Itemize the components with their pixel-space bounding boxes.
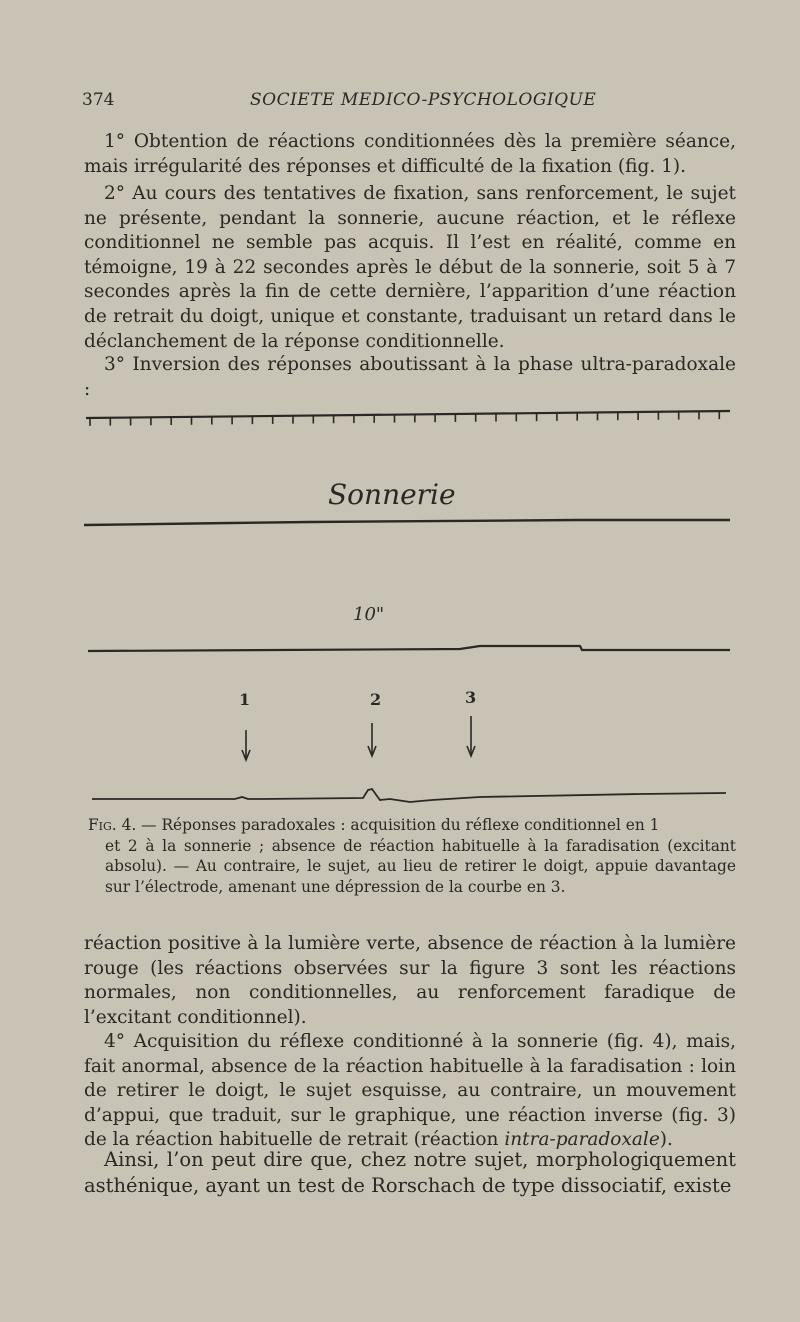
figure-graph — [80, 398, 740, 818]
response-curve — [92, 789, 726, 802]
sound-signal-line — [84, 520, 730, 525]
caption-text-rest: et 2 à la sonnerie ; absence de réaction habituelle à la faradisation (excitant absolu). — Au contraire, le sujet, au lieu de retirer le doigt, appuie davantage sur l’électrode, amenant une dépression de la courbe en 3. — [105, 836, 736, 896]
paragraph-4-end: ). — [659, 1129, 673, 1151]
time-ticks — [90, 411, 719, 426]
arrow-2 — [368, 723, 376, 756]
running-title: SOCIETE MEDICO-PSYCHOLOGIQUE — [250, 90, 597, 110]
caption-label: Fig. 4. — [88, 816, 137, 834]
page-header — [82, 90, 732, 116]
arrow-3 — [467, 716, 475, 756]
arrow-label-2: 2 — [370, 690, 382, 709]
time-marker-track — [86, 411, 730, 426]
paragraph-4-italic: intra-paradoxale — [504, 1129, 660, 1151]
time-label: 10" — [353, 604, 385, 625]
arrow-1 — [242, 730, 250, 760]
paragraph-3: 3° Inversion des réponses aboutissant à la phase ultra-paradoxale : — [84, 354, 736, 400]
paragraph-4 — [84, 1030, 736, 1153]
timebase-line — [88, 646, 730, 651]
figure-caption — [88, 815, 736, 897]
paragraph-continued: réaction positive à la lumière verte, absence de réaction à la lumière rouge (les réactions observées sur la figure 3 sont les réactions normales, non conditionnelles, au renforcement faradique de l’excitant conditionnel). — [84, 933, 736, 1028]
sound-label: Sonnerie — [328, 478, 456, 511]
caption-text-first: — Réponses paradoxales : acquisition du réflexe conditionnel en 1 — [136, 816, 660, 834]
paragraph-last: Ainsi, l’on peut dire que, chez notre sujet, morphologiquement asthénique, ayant un test de Rorschach de type dissociatif, existe — [84, 1148, 736, 1197]
figure-4 — [80, 398, 740, 818]
arrow-label-1: 1 — [239, 690, 251, 709]
paragraph-1: 1° Obtention de réactions conditionnées dès la première séance, mais irrégularité des réponses et difficulté de la fixation (fig. 1). — [84, 131, 736, 177]
arrow-label-3: 3 — [465, 688, 477, 707]
page-number: 374 — [82, 90, 115, 110]
paragraph-2: 2° Au cours des tentatives de fixation, sans renforcement, le sujet ne présente, pendant la sonnerie, aucune réaction, et le réflexe conditionnel ne semble pas acquis. Il l’est en réalité, comme en témoigne, 19 à 22 secondes après le début de la sonnerie, soit 5 à 7 secondes après la fin de cette dernière, l’apparition d’une réaction de retrait du doigt, unique et constante, traduisant un retard dans le déclanchement de la réponse conditionnelle. — [84, 183, 736, 352]
paragraph-4-text: 4° Acquisition du réflexe conditionné à la sonnerie (fig. 4), mais, fait anormal, absence de la réaction habituelle à la faradisation : loin de retirer le doigt, le sujet esquisse, au contraire, un mouvement d’appui, que traduit, sur le graphique, une réaction inverse (fig. 3) de la réaction habituelle de retrait (réaction — [84, 1031, 736, 1151]
